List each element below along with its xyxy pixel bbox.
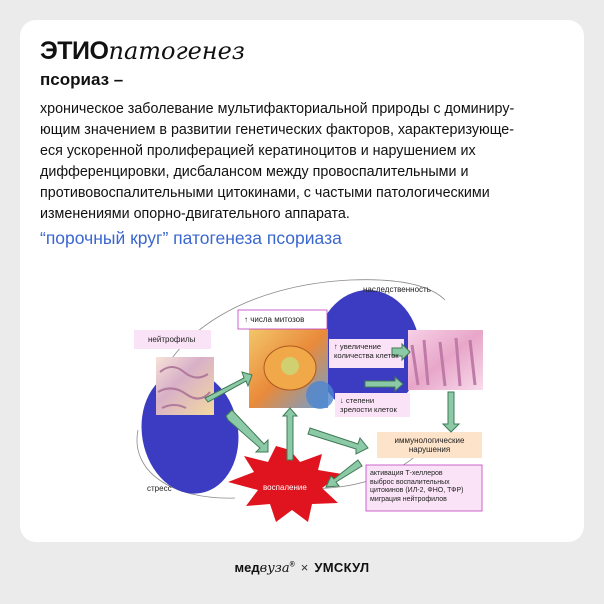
definition-line: еся ускоренной пролиферацией кератиноцитов и нарушением их xyxy=(40,143,476,159)
brand-medvuza-b: вуза xyxy=(259,561,290,576)
definition-line: хроническое заболевание мультифакториальной природы с доминиру- xyxy=(40,101,515,117)
cell-maturity-line: зрелости клеток xyxy=(340,405,397,414)
tcell-line: выброс воспалительных xyxy=(370,478,450,486)
mitosis-nucleus xyxy=(281,357,299,375)
definition-line: изменениями опорно-двигательного аппарата. xyxy=(40,206,350,222)
footer-brands xyxy=(0,560,604,576)
tcell-activation-label xyxy=(370,470,463,504)
definition-line: противовоспалительными цитокинами, с частыми патологическими xyxy=(40,185,490,201)
cell-maturity-label xyxy=(340,396,397,414)
title-italic-part: патогенез xyxy=(108,37,245,65)
inflammation-label: воспаление xyxy=(263,483,307,492)
arrow-immunological-to-inflammation xyxy=(308,428,368,454)
times-sign: × xyxy=(300,560,309,575)
tcell-line: миграция нейтрофилов xyxy=(370,495,447,503)
tcell-line: цитокинов (ИЛ-2, ФНО, ТФР) xyxy=(370,487,464,494)
immunological-line: иммунологические xyxy=(394,436,465,445)
cell-maturity-line: ↓ степени xyxy=(340,396,375,405)
immunological-line: нарушения xyxy=(408,445,451,454)
stress-label: стресс xyxy=(147,484,172,493)
definition-line: ющим значением в развитии генетических факторов, характеризующе- xyxy=(40,122,515,138)
definition-line: дифференцировки, дисбалансом между провоспалительными и xyxy=(40,164,469,180)
term-heading: псориаз – xyxy=(40,70,124,89)
neutrophils-label: нейтрофилы xyxy=(148,335,196,344)
cell-count-line: количества клеток xyxy=(334,351,399,360)
brand-medvuza-a: мед xyxy=(234,560,260,575)
cell-count-label xyxy=(334,342,399,360)
title-bold-part: ЭТИО xyxy=(40,37,109,65)
mitosis-blue-cells xyxy=(306,381,334,409)
registered-mark: ® xyxy=(289,561,295,569)
brand-umskul: УМСКУЛ xyxy=(314,560,370,575)
immunological-label xyxy=(377,436,482,454)
tcell-line: активация Т-хеллеров xyxy=(370,470,443,477)
brand-medvuza xyxy=(235,560,295,575)
heredity-label: наследственность xyxy=(363,285,431,294)
arrow-to-immunological xyxy=(443,392,459,432)
vicious-circle-heading: “порочный круг” патогенеза псориаза xyxy=(40,228,342,248)
mitoses-label: ↑ числа митозов xyxy=(244,315,305,324)
cell-count-line: ↑ увеличение xyxy=(334,342,382,351)
